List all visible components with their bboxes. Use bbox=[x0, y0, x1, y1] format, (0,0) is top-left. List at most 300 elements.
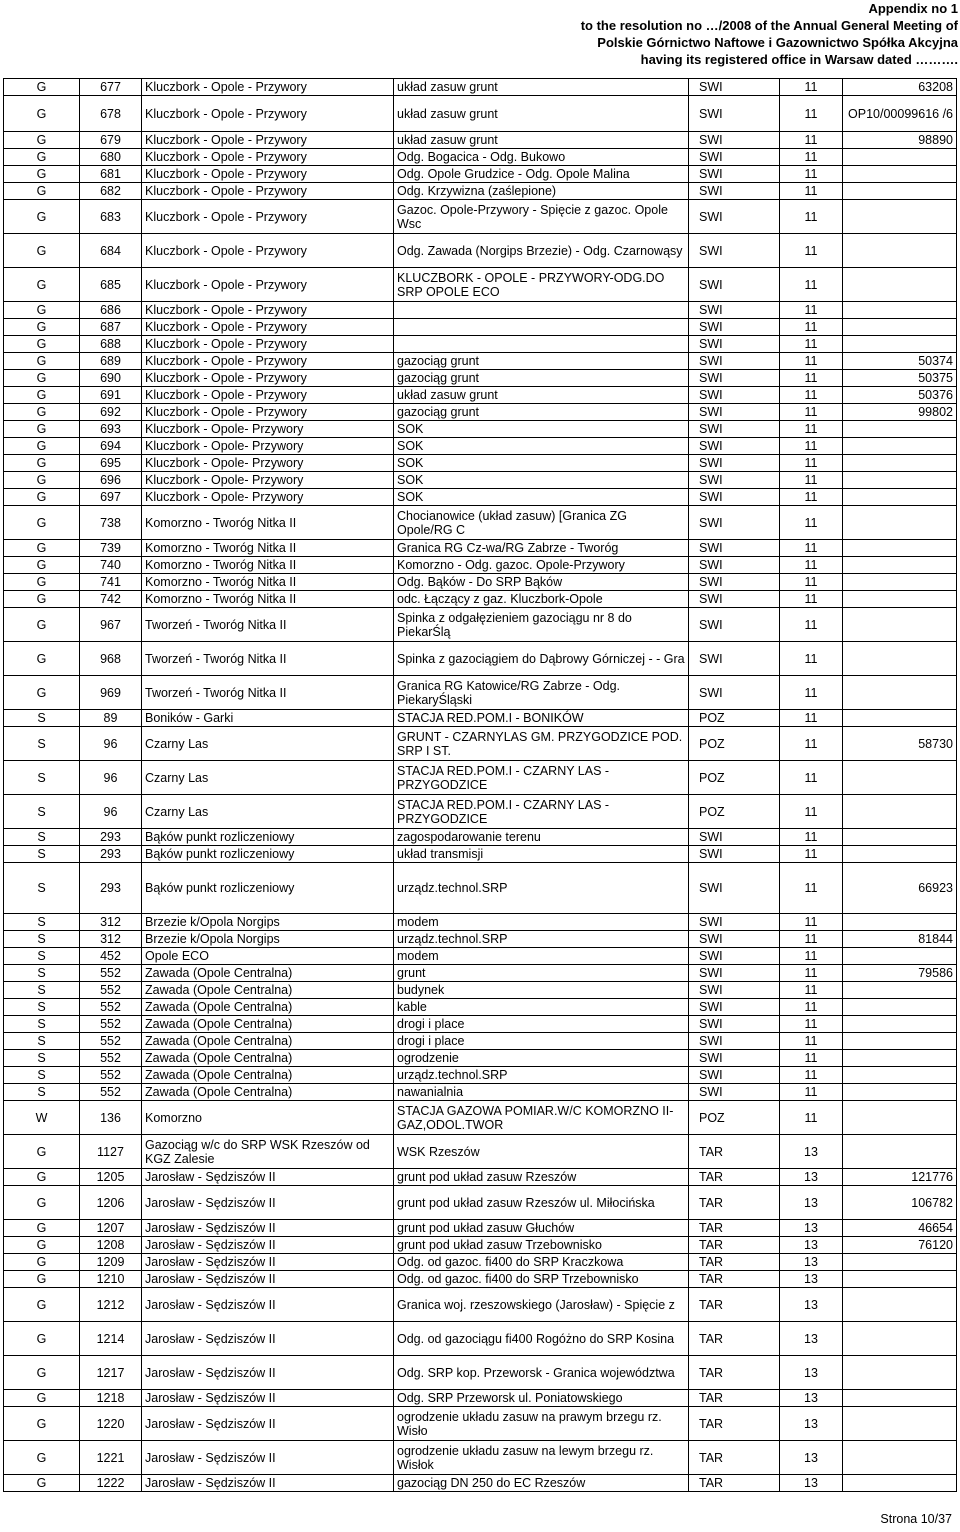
table-cell: G bbox=[4, 1254, 80, 1271]
table-cell: 11 bbox=[780, 438, 843, 455]
table-cell: 96 bbox=[80, 795, 142, 829]
table-cell: Granica RG Cz-wa/RG Zabrze - Tworóg bbox=[394, 540, 689, 557]
table-cell: SWI bbox=[689, 472, 780, 489]
table-cell: G bbox=[4, 1407, 80, 1441]
table-cell: 552 bbox=[80, 1067, 142, 1084]
table-cell: SOK bbox=[394, 472, 689, 489]
table-cell: Zawada (Opole Centralna) bbox=[142, 1050, 394, 1067]
table-cell bbox=[843, 200, 957, 234]
table-row bbox=[4, 557, 957, 574]
table-cell: 96 bbox=[80, 727, 142, 761]
table-row bbox=[4, 914, 957, 931]
table-cell: Tworzeń - Tworóg Nitka II bbox=[142, 642, 394, 676]
table-cell: 11 bbox=[780, 931, 843, 948]
table-cell: G bbox=[4, 353, 80, 370]
table-cell: 13 bbox=[780, 1356, 843, 1390]
table-cell: 63208 bbox=[843, 79, 957, 96]
table-cell: Tworzeń - Tworóg Nitka II bbox=[142, 676, 394, 710]
table-cell: 552 bbox=[80, 999, 142, 1016]
table-cell: S bbox=[4, 1050, 80, 1067]
table-row bbox=[4, 1220, 957, 1237]
table-cell: 1205 bbox=[80, 1169, 142, 1186]
table-cell: G bbox=[4, 455, 80, 472]
table-cell: G bbox=[4, 1169, 80, 1186]
table-cell: Kluczbork - Opole - Przywory bbox=[142, 268, 394, 302]
table-cell: TAR bbox=[689, 1441, 780, 1475]
table-cell: G bbox=[4, 132, 80, 149]
table-cell: POZ bbox=[689, 761, 780, 795]
table-row bbox=[4, 1254, 957, 1271]
table-cell: SWI bbox=[689, 557, 780, 574]
table-cell: 681 bbox=[80, 166, 142, 183]
table-cell bbox=[843, 676, 957, 710]
table-cell: 678 bbox=[80, 96, 142, 132]
header-line: Appendix no 1 bbox=[868, 1, 958, 16]
table-row bbox=[4, 727, 957, 761]
table-cell: KLUCZBORK - OPOLE - PRZYWORY-ODG.DO SRP OPOLE ECO bbox=[394, 268, 689, 302]
table-row bbox=[4, 540, 957, 557]
table-cell bbox=[843, 1271, 957, 1288]
page-number: Strona 10/37 bbox=[880, 1512, 952, 1526]
table-cell: S bbox=[4, 1016, 80, 1033]
table-cell bbox=[843, 1441, 957, 1475]
table-cell: 694 bbox=[80, 438, 142, 455]
table-cell: S bbox=[4, 999, 80, 1016]
table-cell: Kluczbork - Opole- Przywory bbox=[142, 421, 394, 438]
table-cell bbox=[843, 540, 957, 557]
table-cell: Komorzno - Tworóg Nitka II bbox=[142, 557, 394, 574]
table-cell: 1212 bbox=[80, 1288, 142, 1322]
table-cell: TAR bbox=[689, 1135, 780, 1169]
table-cell: TAR bbox=[689, 1186, 780, 1220]
table-cell: 11 bbox=[780, 234, 843, 268]
table-row bbox=[4, 795, 957, 829]
table-cell: 98890 bbox=[843, 132, 957, 149]
table-cell: Odg. od gazoc. fi400 do SRP Trzebownisko bbox=[394, 1271, 689, 1288]
table-cell: SOK bbox=[394, 421, 689, 438]
table-cell: G bbox=[4, 489, 80, 506]
table-cell: SWI bbox=[689, 982, 780, 999]
table-cell: układ zasuw grunt bbox=[394, 132, 689, 149]
table-row bbox=[4, 96, 957, 132]
table-cell bbox=[843, 421, 957, 438]
table-cell: grunt pod układ zasuw Trzebownisko bbox=[394, 1237, 689, 1254]
table-row bbox=[4, 1271, 957, 1288]
table-row bbox=[4, 829, 957, 846]
table-cell: 690 bbox=[80, 370, 142, 387]
table-cell: 1127 bbox=[80, 1135, 142, 1169]
table-cell: Kluczbork - Opole - Przywory bbox=[142, 404, 394, 421]
table-cell: 11 bbox=[780, 387, 843, 404]
table-cell: POZ bbox=[689, 1101, 780, 1135]
table-cell: SWI bbox=[689, 455, 780, 472]
table-cell: urządz.technol.SRP bbox=[394, 863, 689, 914]
table-row bbox=[4, 676, 957, 710]
table-cell: 1210 bbox=[80, 1271, 142, 1288]
table-cell: Kluczbork - Opole - Przywory bbox=[142, 166, 394, 183]
table-cell: G bbox=[4, 268, 80, 302]
table-cell: układ zasuw grunt bbox=[394, 387, 689, 404]
table-cell: 968 bbox=[80, 642, 142, 676]
table-cell: TAR bbox=[689, 1390, 780, 1407]
table-row bbox=[4, 1135, 957, 1169]
table-cell: S bbox=[4, 846, 80, 863]
table-cell: urządz.technol.SRP bbox=[394, 1067, 689, 1084]
table-cell: 106782 bbox=[843, 1186, 957, 1220]
table-cell: 695 bbox=[80, 455, 142, 472]
table-cell: Jarosław - Sędziszów II bbox=[142, 1237, 394, 1254]
table-cell: 11 bbox=[780, 608, 843, 642]
table-cell: 11 bbox=[780, 676, 843, 710]
table-cell: 11 bbox=[780, 948, 843, 965]
table-cell: Odg. Bogacica - Odg. Bukowo bbox=[394, 149, 689, 166]
table-cell: Kluczbork - Opole - Przywory bbox=[142, 353, 394, 370]
table-cell: Kluczbork - Opole - Przywory bbox=[142, 79, 394, 96]
table-cell bbox=[843, 761, 957, 795]
table-cell: Odg. Zawada (Norgips Brzezie) - Odg. Czarnowąsy bbox=[394, 234, 689, 268]
table-cell: Boników - Garki bbox=[142, 710, 394, 727]
table-cell: 552 bbox=[80, 982, 142, 999]
table-cell: Odg. Opole Grudzice - Odg. Opole Malina bbox=[394, 166, 689, 183]
table-cell: 11 bbox=[780, 79, 843, 96]
table-cell: 13 bbox=[780, 1407, 843, 1441]
table-cell: SWI bbox=[689, 642, 780, 676]
table-cell: SWI bbox=[689, 183, 780, 200]
table-cell: 11 bbox=[780, 149, 843, 166]
table-cell: 13 bbox=[780, 1475, 843, 1492]
table-cell bbox=[843, 1254, 957, 1271]
table-row bbox=[4, 302, 957, 319]
table-row bbox=[4, 1237, 957, 1254]
table-cell bbox=[394, 319, 689, 336]
table-cell: SWI bbox=[689, 846, 780, 863]
table-row bbox=[4, 591, 957, 608]
table-cell: SWI bbox=[689, 540, 780, 557]
table-cell: SWI bbox=[689, 404, 780, 421]
header-line: having its registered office in Warsaw dated ………. bbox=[640, 52, 958, 67]
table-cell: SWI bbox=[689, 506, 780, 540]
table-cell: Komorzno - Tworóg Nitka II bbox=[142, 506, 394, 540]
table-cell bbox=[843, 591, 957, 608]
table-cell: 11 bbox=[780, 1016, 843, 1033]
table-cell: Jarosław - Sędziszów II bbox=[142, 1271, 394, 1288]
table-cell: Kluczbork - Opole - Przywory bbox=[142, 183, 394, 200]
table-row bbox=[4, 982, 957, 999]
table-cell: Odg. Krzywizna (zaślepione) bbox=[394, 183, 689, 200]
table-cell: Spinka z odgałęzieniem gazociągu nr 8 do PiekarŚlą bbox=[394, 608, 689, 642]
table-cell: 13 bbox=[780, 1186, 843, 1220]
table-row bbox=[4, 1356, 957, 1390]
table-cell: G bbox=[4, 591, 80, 608]
table-cell: S bbox=[4, 914, 80, 931]
table-cell: Kluczbork - Opole - Przywory bbox=[142, 200, 394, 234]
table-cell: POZ bbox=[689, 795, 780, 829]
table-cell: TAR bbox=[689, 1288, 780, 1322]
table-cell: G bbox=[4, 183, 80, 200]
table-cell: 687 bbox=[80, 319, 142, 336]
table-cell: 11 bbox=[780, 166, 843, 183]
table-cell: WSK Rzeszów bbox=[394, 1135, 689, 1169]
table-cell: Jarosław - Sędziszów II bbox=[142, 1441, 394, 1475]
table-cell: G bbox=[4, 1441, 80, 1475]
table-cell: 11 bbox=[780, 999, 843, 1016]
table-cell: SWI bbox=[689, 319, 780, 336]
table-cell: SOK bbox=[394, 455, 689, 472]
table-cell: SWI bbox=[689, 914, 780, 931]
table-cell: 11 bbox=[780, 489, 843, 506]
table-cell: Komorzno bbox=[142, 1101, 394, 1135]
table-cell: 11 bbox=[780, 336, 843, 353]
table-cell: 50374 bbox=[843, 353, 957, 370]
table-cell: SWI bbox=[689, 574, 780, 591]
table-cell: 11 bbox=[780, 96, 843, 132]
table-cell: gazociąg DN 250 do EC Rzeszów bbox=[394, 1475, 689, 1492]
table-cell: 11 bbox=[780, 591, 843, 608]
table-cell bbox=[843, 1033, 957, 1050]
table-cell: modem bbox=[394, 914, 689, 931]
table-cell: S bbox=[4, 863, 80, 914]
table-cell: G bbox=[4, 1186, 80, 1220]
table-row bbox=[4, 489, 957, 506]
table-cell: W bbox=[4, 1101, 80, 1135]
table-cell: Gazoc. Opole-Przywory - Spięcie z gazoc. Opole Wsc bbox=[394, 200, 689, 234]
table-cell bbox=[843, 846, 957, 863]
table-cell: 13 bbox=[780, 1288, 843, 1322]
table-cell bbox=[843, 438, 957, 455]
table-cell: 13 bbox=[780, 1237, 843, 1254]
table-cell: S bbox=[4, 982, 80, 999]
table-row bbox=[4, 421, 957, 438]
table-cell: G bbox=[4, 421, 80, 438]
table-row bbox=[4, 608, 957, 642]
table-row bbox=[4, 1016, 957, 1033]
table-row bbox=[4, 1288, 957, 1322]
table-cell: 1220 bbox=[80, 1407, 142, 1441]
table-cell: 740 bbox=[80, 557, 142, 574]
table-row bbox=[4, 404, 957, 421]
table-cell: Odg. SRP kop. Przeworsk - Granica województwa bbox=[394, 1356, 689, 1390]
table-cell: 11 bbox=[780, 200, 843, 234]
table-cell: 11 bbox=[780, 846, 843, 863]
table-cell: SWI bbox=[689, 489, 780, 506]
table-cell bbox=[843, 1050, 957, 1067]
table-cell bbox=[843, 234, 957, 268]
table-cell: Kluczbork - Opole - Przywory bbox=[142, 319, 394, 336]
table-cell: grunt pod układ zasuw Głuchów bbox=[394, 1220, 689, 1237]
table-cell: TAR bbox=[689, 1475, 780, 1492]
table-cell: Kluczbork - Opole - Przywory bbox=[142, 132, 394, 149]
table-cell: SWI bbox=[689, 421, 780, 438]
table-cell: S bbox=[4, 727, 80, 761]
table-cell: G bbox=[4, 96, 80, 132]
table-row bbox=[4, 370, 957, 387]
table-cell: 81844 bbox=[843, 931, 957, 948]
table-cell: POZ bbox=[689, 710, 780, 727]
table-cell: 58730 bbox=[843, 727, 957, 761]
table-cell: SWI bbox=[689, 387, 780, 404]
table-cell: G bbox=[4, 438, 80, 455]
table-cell: SWI bbox=[689, 1016, 780, 1033]
table-cell: Kluczbork - Opole - Przywory bbox=[142, 387, 394, 404]
table-cell: SWI bbox=[689, 948, 780, 965]
table-cell: STACJA RED.POM.I - BONIKÓW bbox=[394, 710, 689, 727]
table-cell: 50375 bbox=[843, 370, 957, 387]
table-cell: SWI bbox=[689, 336, 780, 353]
table-cell: 46654 bbox=[843, 1220, 957, 1237]
table-cell: Kluczbork - Opole- Przywory bbox=[142, 472, 394, 489]
table-cell: układ zasuw grunt bbox=[394, 79, 689, 96]
table-row bbox=[4, 1475, 957, 1492]
table-cell: S bbox=[4, 1084, 80, 1101]
table-cell: TAR bbox=[689, 1220, 780, 1237]
table-cell: 66923 bbox=[843, 863, 957, 914]
table-cell: Jarosław - Sędziszów II bbox=[142, 1186, 394, 1220]
table-cell: SWI bbox=[689, 166, 780, 183]
table-cell: G bbox=[4, 1271, 80, 1288]
table-row bbox=[4, 1101, 957, 1135]
table-cell: S bbox=[4, 710, 80, 727]
table-cell: G bbox=[4, 200, 80, 234]
table-cell: 96 bbox=[80, 761, 142, 795]
table-cell: Zawada (Opole Centralna) bbox=[142, 1084, 394, 1101]
table-cell: 11 bbox=[780, 455, 843, 472]
table-cell: 11 bbox=[780, 472, 843, 489]
table-row bbox=[4, 965, 957, 982]
table-cell: POZ bbox=[689, 727, 780, 761]
table-cell: 696 bbox=[80, 472, 142, 489]
table-cell: 13 bbox=[780, 1220, 843, 1237]
table-cell: Odg. od gazoc. fi400 do SRP Kraczkowa bbox=[394, 1254, 689, 1271]
table-cell: S bbox=[4, 761, 80, 795]
table-cell: SWI bbox=[689, 268, 780, 302]
table-cell: Komorzno - Tworóg Nitka II bbox=[142, 574, 394, 591]
table-cell: TAR bbox=[689, 1271, 780, 1288]
table-row bbox=[4, 999, 957, 1016]
table-cell: grunt bbox=[394, 965, 689, 982]
table-cell: 136 bbox=[80, 1101, 142, 1135]
table-cell: G bbox=[4, 302, 80, 319]
table-cell: 11 bbox=[780, 1033, 843, 1050]
table-cell: Odg. SRP Przeworsk ul. Poniatowskiego bbox=[394, 1390, 689, 1407]
table-row bbox=[4, 931, 957, 948]
table-cell: 121776 bbox=[843, 1169, 957, 1186]
table-cell: Jarosław - Sędziszów II bbox=[142, 1390, 394, 1407]
table-cell: TAR bbox=[689, 1356, 780, 1390]
table-cell: Jarosław - Sędziszów II bbox=[142, 1356, 394, 1390]
table-cell: SWI bbox=[689, 96, 780, 132]
table-cell: TAR bbox=[689, 1254, 780, 1271]
appendix-header bbox=[581, 0, 958, 68]
table-cell: ogrodzenie bbox=[394, 1050, 689, 1067]
table-cell: 13 bbox=[780, 1169, 843, 1186]
table-cell: 293 bbox=[80, 863, 142, 914]
table-cell: SWI bbox=[689, 1050, 780, 1067]
table-cell: 11 bbox=[780, 506, 843, 540]
table-cell: 76120 bbox=[843, 1237, 957, 1254]
table-cell: Kluczbork - Opole- Przywory bbox=[142, 455, 394, 472]
table-cell: Kluczbork - Opole - Przywory bbox=[142, 234, 394, 268]
table-cell: G bbox=[4, 319, 80, 336]
table-cell: Zawada (Opole Centralna) bbox=[142, 965, 394, 982]
table-cell: Kluczbork - Opole - Przywory bbox=[142, 370, 394, 387]
table-cell bbox=[843, 642, 957, 676]
table-row bbox=[4, 79, 957, 96]
table-cell: 679 bbox=[80, 132, 142, 149]
table-cell: Odg. od gazociągu fi400 Rogóżno do SRP Kosina bbox=[394, 1322, 689, 1356]
table-cell: Brzezie k/Opola Norgips bbox=[142, 931, 394, 948]
table-cell bbox=[843, 1135, 957, 1169]
table-cell: 682 bbox=[80, 183, 142, 200]
table-cell: G bbox=[4, 676, 80, 710]
table-cell bbox=[843, 472, 957, 489]
table-cell bbox=[843, 1288, 957, 1322]
table-cell: S bbox=[4, 931, 80, 948]
table-cell: G bbox=[4, 1220, 80, 1237]
table-cell: 1207 bbox=[80, 1220, 142, 1237]
table-row bbox=[4, 200, 957, 234]
table-cell: drogi i place bbox=[394, 1016, 689, 1033]
table-cell: SWI bbox=[689, 302, 780, 319]
table-row bbox=[4, 472, 957, 489]
table-row bbox=[4, 574, 957, 591]
table-cell: SWI bbox=[689, 1067, 780, 1084]
table-cell: 11 bbox=[780, 829, 843, 846]
table-cell: 738 bbox=[80, 506, 142, 540]
table-cell: 293 bbox=[80, 846, 142, 863]
table-cell: OP10/00099616 /6 bbox=[843, 96, 957, 132]
table-cell: SWI bbox=[689, 829, 780, 846]
table-cell bbox=[843, 455, 957, 472]
table-cell: 741 bbox=[80, 574, 142, 591]
table-row bbox=[4, 948, 957, 965]
table-cell: G bbox=[4, 608, 80, 642]
table-cell: 99802 bbox=[843, 404, 957, 421]
table-cell: GRUNT - CZARNYLAS GM. PRZYGODZICE POD. SRP I ST. bbox=[394, 727, 689, 761]
table-cell: S bbox=[4, 965, 80, 982]
table-cell: SWI bbox=[689, 370, 780, 387]
table-cell: G bbox=[4, 506, 80, 540]
table-cell: Opole ECO bbox=[142, 948, 394, 965]
table-cell: nawanialnia bbox=[394, 1084, 689, 1101]
table-cell bbox=[843, 574, 957, 591]
table-cell: G bbox=[4, 370, 80, 387]
table-row bbox=[4, 1033, 957, 1050]
table-row bbox=[4, 506, 957, 540]
table-cell bbox=[843, 948, 957, 965]
table-cell: 50376 bbox=[843, 387, 957, 404]
table-cell bbox=[843, 1016, 957, 1033]
table-cell: SWI bbox=[689, 234, 780, 268]
table-cell: Kluczbork - Opole - Przywory bbox=[142, 336, 394, 353]
table-cell bbox=[843, 1101, 957, 1135]
table-cell: G bbox=[4, 79, 80, 96]
table-cell: G bbox=[4, 387, 80, 404]
table-cell bbox=[843, 319, 957, 336]
table-cell: SWI bbox=[689, 965, 780, 982]
table-cell bbox=[843, 1390, 957, 1407]
table-cell: SWI bbox=[689, 863, 780, 914]
table-cell: Gazociąg w/c do SRP WSK Rzeszów od KGZ Zalesie bbox=[142, 1135, 394, 1169]
table-cell: Jarosław - Sędziszów II bbox=[142, 1169, 394, 1186]
table-cell: 742 bbox=[80, 591, 142, 608]
table-row bbox=[4, 319, 957, 336]
table-cell: Granica woj. rzeszowskiego (Jarosław) - Spięcie z bbox=[394, 1288, 689, 1322]
table-cell bbox=[394, 302, 689, 319]
table-cell: G bbox=[4, 557, 80, 574]
table-cell: 11 bbox=[780, 795, 843, 829]
table-cell: 686 bbox=[80, 302, 142, 319]
table-row bbox=[4, 1390, 957, 1407]
